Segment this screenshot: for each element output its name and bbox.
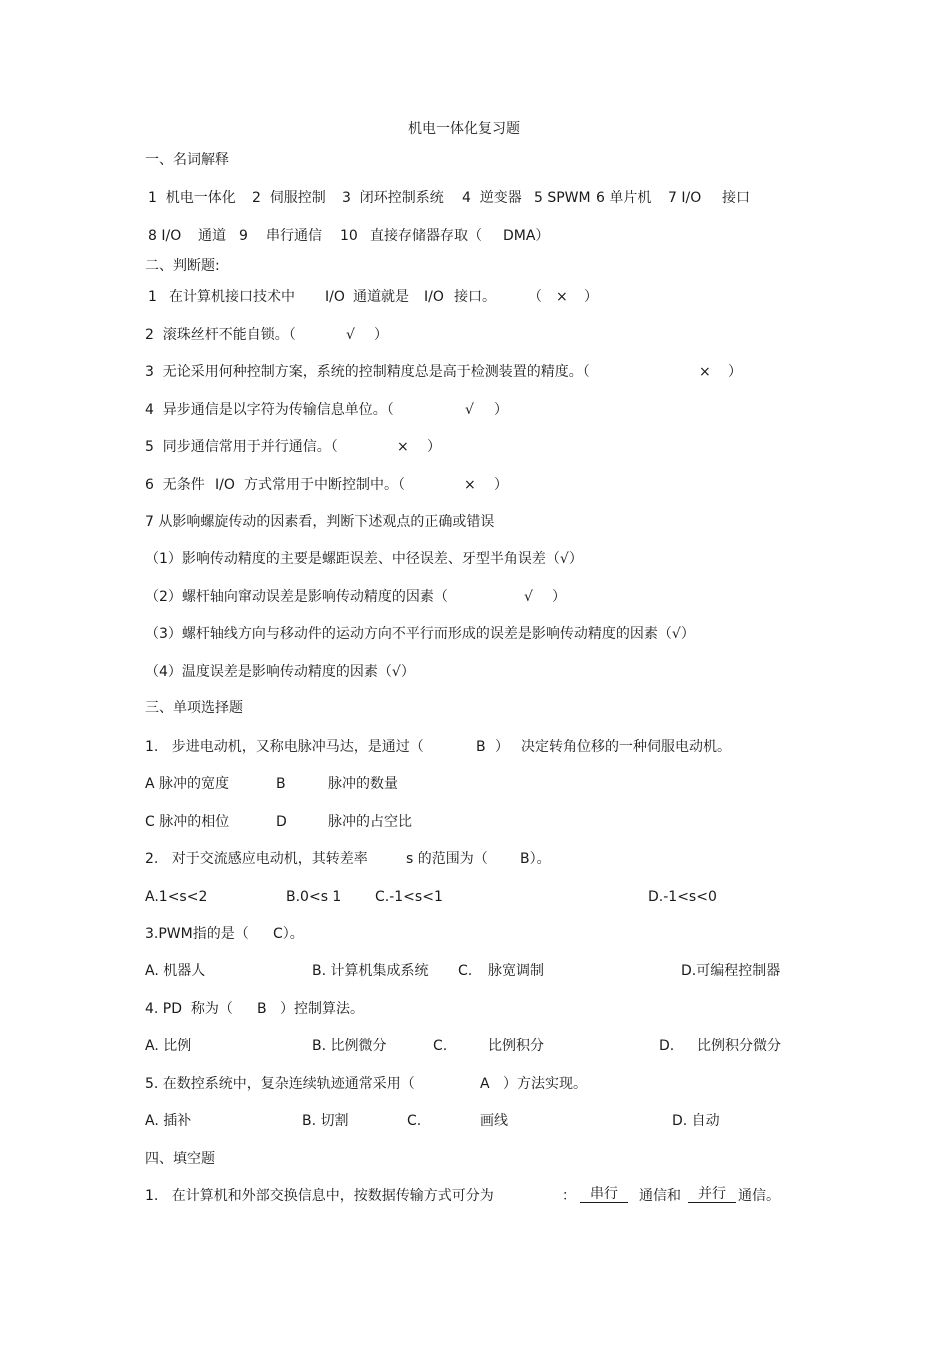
option: B. 计算机集成系统 — [312, 963, 429, 979]
question-text: 5. 在数控系统中，复杂连续轨迹通常采用（ — [145, 1076, 415, 1092]
term-item: 串行通信 — [266, 228, 322, 244]
option-letter: C. — [433, 1038, 448, 1054]
question-text: （2）螺杆轴向窜动误差是影响传动精度的因素（ — [145, 589, 448, 605]
option: A. 机器人 — [145, 963, 206, 979]
question-text: 2 滚珠丝杆不能自锁。（ — [145, 327, 296, 343]
question-text: 通信和 — [639, 1188, 681, 1204]
answer-mark: √ — [346, 327, 355, 343]
option: C.-1<s<1 — [375, 889, 443, 905]
option-letter: B — [276, 776, 286, 792]
question-text: I/O — [325, 289, 345, 305]
question-number: 1 — [148, 289, 157, 305]
paren: ） — [494, 402, 508, 418]
option-letter: C. — [407, 1113, 422, 1129]
term-item: 8 I/O — [148, 228, 182, 244]
page-title: 机电一体化复习题 — [408, 121, 520, 137]
option: D. 自动 — [672, 1113, 720, 1129]
question-text: 通道就是 — [353, 289, 409, 305]
option: C 脉冲的相位 — [145, 814, 230, 830]
question-text: ）方法实现。 — [503, 1076, 587, 1092]
section-heading-fill: 四、填空题 — [145, 1151, 215, 1167]
paren: ） — [374, 327, 388, 343]
option: A. 比例 — [145, 1038, 192, 1054]
term-item: 3 闭环控制系统 — [342, 190, 444, 206]
question-text: 3.PWM指的是（ — [145, 926, 249, 942]
question-text: ： — [562, 1188, 576, 1204]
term-item: 10 — [340, 228, 358, 244]
answer-mark: × — [699, 364, 711, 380]
answer-letter: C）。 — [273, 926, 304, 942]
section-heading-choice: 三、单项选择题 — [145, 700, 243, 716]
term-item: 7 I/O — [668, 190, 702, 206]
judge-question-7: 7 从影响螺旋传动的因素看，判断下述观点的正确或错误 — [145, 514, 495, 530]
term-item: 直接存储器存取（ — [370, 228, 482, 244]
term-item: 2 伺服控制 — [252, 190, 326, 206]
option: 脉宽调制 — [488, 963, 544, 979]
term-item: 5 SPWM — [534, 190, 591, 206]
paren: ） — [494, 477, 508, 493]
answer-mark: √ — [465, 402, 474, 418]
question-text: 接口。 — [454, 289, 496, 305]
question-text: 3 无论采用何种控制方案，系统的控制精度总是高于检测装置的精度。（ — [145, 364, 590, 380]
judge-subquestion-1: （1）影响传动精度的主要是螺距误差、中径误差、牙型半角误差（√） — [145, 551, 583, 567]
term-item: 1 机电一体化 — [148, 190, 236, 206]
question-text: 4. PD 称为（ — [145, 1001, 233, 1017]
answer-letter: A — [480, 1076, 490, 1092]
fill-answer: 串行 — [580, 1187, 628, 1203]
question-text: 通信。 — [738, 1188, 780, 1204]
option: 比例积分微分 — [697, 1038, 781, 1054]
option: B.0<s 1 — [286, 889, 342, 905]
section-heading-judgement: 二、判断题: — [145, 258, 220, 274]
judge-subquestion-4: （4）温度误差是影响传动精度的因素（√） — [145, 664, 415, 680]
option: A. 插补 — [145, 1113, 192, 1129]
question-text: 方式常用于中断控制中。（ — [244, 477, 405, 493]
question-text: I/O — [215, 477, 235, 493]
answer-letter: B — [476, 739, 486, 755]
answer-mark: × — [397, 439, 409, 455]
answer-mark: × — [556, 289, 568, 305]
question-text: 决定转角位移的一种伺服电动机。 — [521, 739, 731, 755]
option: 比例积分 — [488, 1038, 544, 1054]
option: B. 切割 — [302, 1113, 349, 1129]
fill-answer: 并行 — [688, 1187, 736, 1203]
answer-letter: B — [257, 1001, 267, 1017]
option-letter: C. — [458, 963, 473, 979]
option: A 脉冲的宽度 — [145, 776, 230, 792]
option: A.1<s<2 — [145, 889, 208, 905]
question-text: I/O — [424, 289, 444, 305]
paren: ） — [552, 589, 566, 605]
option-letter: D. — [659, 1038, 675, 1054]
option: 脉冲的占空比 — [328, 814, 412, 830]
paren: ） — [728, 364, 742, 380]
question-text: s 的范围为（ — [406, 851, 488, 867]
term-item: 通道 — [198, 228, 226, 244]
term-item: 接口 — [722, 190, 750, 206]
question-text: 1. 在计算机和外部交换信息中，按数据传输方式可分为 — [145, 1188, 494, 1204]
option-letter: D — [276, 814, 287, 830]
answer-mark: × — [464, 477, 476, 493]
paren: ） — [584, 289, 598, 305]
option: D.可编程控制器 — [681, 963, 781, 979]
question-text: 5 同步通信常用于并行通信。（ — [145, 439, 338, 455]
answer-mark: √ — [524, 589, 533, 605]
term-item: 9 — [239, 228, 248, 244]
question-text: 2. 对于交流感应电动机，其转差率 — [145, 851, 368, 867]
question-text: 1. 步进电动机，又称电脉冲马达，是通过（ — [145, 739, 424, 755]
paren: ） — [427, 439, 441, 455]
answer-letter: B）。 — [520, 851, 551, 867]
question-text: ）控制算法。 — [280, 1001, 364, 1017]
paren: ） — [495, 739, 509, 755]
term-item: 4 逆变器 — [462, 190, 522, 206]
section-heading-terms: 一、名词解释 — [145, 152, 229, 168]
judge-subquestion-3: （3）螺杆轴线方向与移动件的运动方向不平行而形成的误差是影响传动精度的因素（√） — [145, 626, 695, 642]
option: B. 比例微分 — [312, 1038, 387, 1054]
paren: （ — [528, 289, 542, 305]
question-text: 6 无条件 — [145, 477, 205, 493]
question-text: 在计算机接口技术中 — [169, 289, 295, 305]
question-text: 4 异步通信是以字符为传输信息单位。（ — [145, 402, 394, 418]
option: 画线 — [480, 1113, 508, 1129]
option: D.-1<s<0 — [648, 889, 717, 905]
term-item: DMA） — [503, 228, 550, 244]
term-item: 6 单片机 — [596, 190, 652, 206]
option: 脉冲的数量 — [328, 776, 398, 792]
